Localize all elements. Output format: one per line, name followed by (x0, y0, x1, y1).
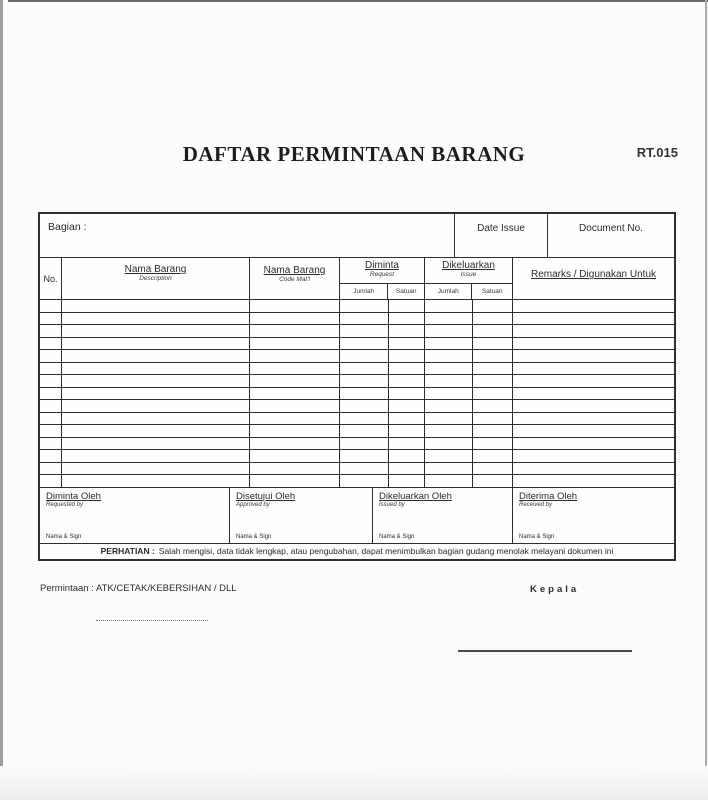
cell-diminta-satuan (389, 438, 425, 450)
cell-remarks (513, 350, 674, 362)
col-dikeluarkan (425, 258, 512, 284)
cell-no (40, 425, 62, 437)
cell-dikeluarkan-jumlah (425, 350, 473, 362)
col-nama-barang-code (250, 258, 340, 299)
cell-remarks (513, 325, 674, 337)
cell-diminta-jumlah (340, 300, 389, 312)
col-sublabel: Request (369, 271, 395, 278)
cell-remarks (513, 450, 674, 462)
cell-nama-barang-description (62, 313, 250, 325)
photo-edge-left (0, 0, 3, 800)
signature-label: Dikeluarkan Oleh (379, 490, 452, 502)
cell-diminta-jumlah (340, 325, 389, 337)
cell-nama-barang-description (62, 425, 250, 437)
cell-no (40, 325, 62, 337)
table-row (40, 475, 674, 488)
col-label: Nama Barang (263, 265, 326, 276)
cell-dikeluarkan-jumlah (425, 375, 473, 387)
col-label: Nama Barang (124, 264, 187, 275)
cell-no (40, 363, 62, 375)
col-label: Dikeluarkan (442, 260, 495, 271)
cell-dikeluarkan-jumlah (425, 363, 473, 375)
table-row (40, 338, 674, 351)
cell-nama-barang-description (62, 475, 250, 487)
column-header-row (40, 258, 674, 300)
date-issue-label: Date Issue (455, 214, 548, 257)
cell-dikeluarkan-satuan (473, 475, 513, 487)
signature-disetujui-oleh (230, 488, 373, 543)
cell-nama-barang-code (250, 338, 340, 350)
cell-no (40, 375, 62, 387)
cell-dikeluarkan-jumlah (425, 313, 473, 325)
dotted-line (96, 620, 208, 621)
permintaan-note: Permintaan : ATK/CETAK/KEBERSIHAN / DLL (40, 583, 237, 594)
cell-diminta-jumlah (340, 338, 389, 350)
cell-diminta-satuan (389, 313, 425, 325)
nama-sign-label: Nama & Sign (519, 533, 555, 540)
cell-diminta-satuan (389, 375, 425, 387)
cell-no (40, 400, 62, 412)
cell-dikeluarkan-satuan (473, 413, 513, 425)
cell-dikeluarkan-jumlah (425, 413, 473, 425)
cell-diminta-jumlah (340, 438, 389, 450)
cell-remarks (513, 425, 674, 437)
bagian-label: Bagian : (40, 214, 455, 257)
cell-no (40, 388, 62, 400)
cell-dikeluarkan-jumlah (425, 338, 473, 350)
signature-diminta-oleh (40, 488, 230, 543)
cell-remarks (513, 438, 674, 450)
table-row (40, 438, 674, 451)
col-sublabel: Code Mat'l (279, 276, 310, 283)
notice-label: PERHATIAN : (100, 546, 155, 556)
cell-no (40, 313, 62, 325)
nama-sign-label: Nama & Sign (236, 533, 272, 540)
table-row (40, 375, 674, 388)
photo-edge-bottom (0, 766, 708, 800)
cell-nama-barang-description (62, 325, 250, 337)
cell-remarks (513, 300, 674, 312)
cell-nama-barang-description (62, 438, 250, 450)
cell-diminta-jumlah (340, 375, 389, 387)
cell-diminta-satuan (389, 300, 425, 312)
cell-no (40, 463, 62, 475)
cell-remarks (513, 463, 674, 475)
request-form-table (38, 212, 676, 561)
cell-diminta-satuan (389, 425, 425, 437)
cell-remarks (513, 413, 674, 425)
col-dikeluarkan-group (425, 258, 513, 299)
cell-dikeluarkan-jumlah (425, 388, 473, 400)
table-row (40, 313, 674, 326)
cell-diminta-jumlah (340, 413, 389, 425)
cell-diminta-jumlah (340, 463, 389, 475)
cell-diminta-jumlah (340, 388, 389, 400)
cell-diminta-satuan (389, 413, 425, 425)
cell-dikeluarkan-jumlah (425, 400, 473, 412)
col-diminta-satuan: Satuan (395, 288, 417, 295)
cell-dikeluarkan-satuan (473, 463, 513, 475)
cell-remarks (513, 475, 674, 487)
signature-diterima-oleh (513, 488, 674, 543)
cell-dikeluarkan-satuan (473, 388, 513, 400)
cell-nama-barang-code (250, 363, 340, 375)
notice-text: Salah mengisi, data tidak lengkap, atau pengubahan, dapat menimbulkan bagian gudang menolak melayani dokumen ini (158, 546, 614, 556)
cell-nama-barang-code (250, 400, 340, 412)
form-title: DAFTAR PERMINTAAN BARANG (182, 142, 526, 166)
cell-nama-barang-code (250, 413, 340, 425)
cell-remarks (513, 375, 674, 387)
photo-edge-top (8, 0, 708, 2)
signature-label: Diterima Oleh (519, 490, 578, 502)
info-row (40, 214, 674, 258)
kepala-signature-line (458, 650, 632, 652)
col-sublabel: Issue (460, 271, 477, 278)
signature-row (40, 488, 674, 544)
cell-dikeluarkan-jumlah (425, 438, 473, 450)
col-sublabel: Description (139, 275, 172, 282)
cell-diminta-jumlah (340, 475, 389, 487)
cell-diminta-satuan (389, 463, 425, 475)
cell-nama-barang-description (62, 463, 250, 475)
cell-diminta-jumlah (340, 400, 389, 412)
cell-diminta-jumlah (340, 363, 389, 375)
signature-sublabel: Requested by (46, 501, 84, 508)
cell-diminta-jumlah (340, 313, 389, 325)
cell-remarks (513, 338, 674, 350)
cell-diminta-jumlah (340, 450, 389, 462)
cell-nama-barang-description (62, 450, 250, 462)
cell-nama-barang-code (250, 350, 340, 362)
cell-diminta-satuan (389, 450, 425, 462)
col-dikeluarkan-satuan: Satuan (481, 288, 503, 295)
cell-nama-barang-code (250, 463, 340, 475)
cell-remarks (513, 400, 674, 412)
cell-no (40, 438, 62, 450)
col-dikeluarkan-jumlah: Jumlah (425, 284, 472, 299)
cell-dikeluarkan-satuan (473, 438, 513, 450)
cell-dikeluarkan-jumlah (425, 475, 473, 487)
cell-dikeluarkan-satuan (473, 363, 513, 375)
cell-nama-barang-code (250, 375, 340, 387)
cell-dikeluarkan-satuan (473, 350, 513, 362)
cell-diminta-satuan (389, 388, 425, 400)
col-diminta-jumlah: Jumlah (340, 284, 388, 299)
cell-nama-barang-description (62, 350, 250, 362)
table-row (40, 400, 674, 413)
cell-dikeluarkan-jumlah (425, 450, 473, 462)
col-remarks (513, 258, 674, 299)
cell-nama-barang-code (250, 475, 340, 487)
signature-label: Disetujui Oleh (236, 490, 296, 502)
cell-diminta-satuan (389, 325, 425, 337)
table-body (40, 300, 674, 488)
col-no: No. (40, 258, 62, 299)
photo-edge-right (705, 0, 707, 800)
signature-dikeluarkan-oleh (373, 488, 513, 543)
table-row (40, 388, 674, 401)
cell-diminta-satuan (389, 338, 425, 350)
cell-no (40, 300, 62, 312)
cell-no (40, 338, 62, 350)
cell-nama-barang-code (250, 388, 340, 400)
cell-diminta-satuan (389, 400, 425, 412)
cell-nama-barang-code (250, 425, 340, 437)
cell-dikeluarkan-satuan (473, 400, 513, 412)
cell-nama-barang-description (62, 375, 250, 387)
cell-nama-barang-code (250, 438, 340, 450)
cell-nama-barang-description (62, 338, 250, 350)
table-row (40, 463, 674, 476)
table-row (40, 363, 674, 376)
signature-label: Diminta Oleh (46, 490, 101, 502)
cell-dikeluarkan-satuan (473, 300, 513, 312)
cell-diminta-jumlah (340, 350, 389, 362)
form-code: RT.015 (636, 145, 678, 160)
cell-remarks (513, 363, 674, 375)
cell-nama-barang-description (62, 388, 250, 400)
cell-nama-barang-description (62, 413, 250, 425)
cell-diminta-satuan (389, 350, 425, 362)
cell-dikeluarkan-satuan (473, 338, 513, 350)
cell-nama-barang-code (250, 300, 340, 312)
cell-nama-barang-description (62, 300, 250, 312)
table-row (40, 425, 674, 438)
signature-sublabel: Issued by (379, 501, 405, 508)
col-label: Diminta (365, 260, 399, 271)
cell-dikeluarkan-satuan (473, 313, 513, 325)
cell-dikeluarkan-jumlah (425, 463, 473, 475)
cell-no (40, 350, 62, 362)
cell-nama-barang-code (250, 325, 340, 337)
cell-diminta-satuan (389, 363, 425, 375)
cell-dikeluarkan-jumlah (425, 300, 473, 312)
kepala-label: Kepala (530, 584, 580, 595)
col-label: Remarks / Digunakan Untuk (530, 269, 657, 280)
cell-dikeluarkan-satuan (473, 450, 513, 462)
nama-sign-label: Nama & Sign (46, 533, 82, 540)
table-row (40, 350, 674, 363)
notice-row (40, 544, 674, 559)
cell-nama-barang-code (250, 450, 340, 462)
cell-dikeluarkan-satuan (473, 425, 513, 437)
cell-remarks (513, 313, 674, 325)
dikeluarkan-subcolumns (425, 284, 512, 299)
col-diminta-group (340, 258, 425, 299)
cell-no (40, 450, 62, 462)
cell-dikeluarkan-satuan (473, 325, 513, 337)
cell-nama-barang-description (62, 363, 250, 375)
col-nama-barang-description (62, 258, 250, 299)
cell-dikeluarkan-jumlah (425, 325, 473, 337)
cell-diminta-satuan (389, 475, 425, 487)
cell-diminta-jumlah (340, 425, 389, 437)
cell-remarks (513, 388, 674, 400)
signature-sublabel: Approved by (236, 501, 270, 508)
cell-no (40, 475, 62, 487)
cell-nama-barang-code (250, 313, 340, 325)
table-row (40, 413, 674, 426)
cell-nama-barang-description (62, 400, 250, 412)
signature-sublabel: Received by (519, 501, 553, 508)
cell-dikeluarkan-satuan (473, 375, 513, 387)
table-row (40, 300, 674, 313)
cell-dikeluarkan-jumlah (425, 425, 473, 437)
document-no-label: Document No. (579, 223, 643, 234)
nama-sign-label: Nama & Sign (379, 533, 415, 540)
col-diminta (340, 258, 424, 284)
table-row (40, 450, 674, 463)
diminta-subcolumns (340, 284, 424, 299)
table-row (40, 325, 674, 338)
cell-no (40, 413, 62, 425)
